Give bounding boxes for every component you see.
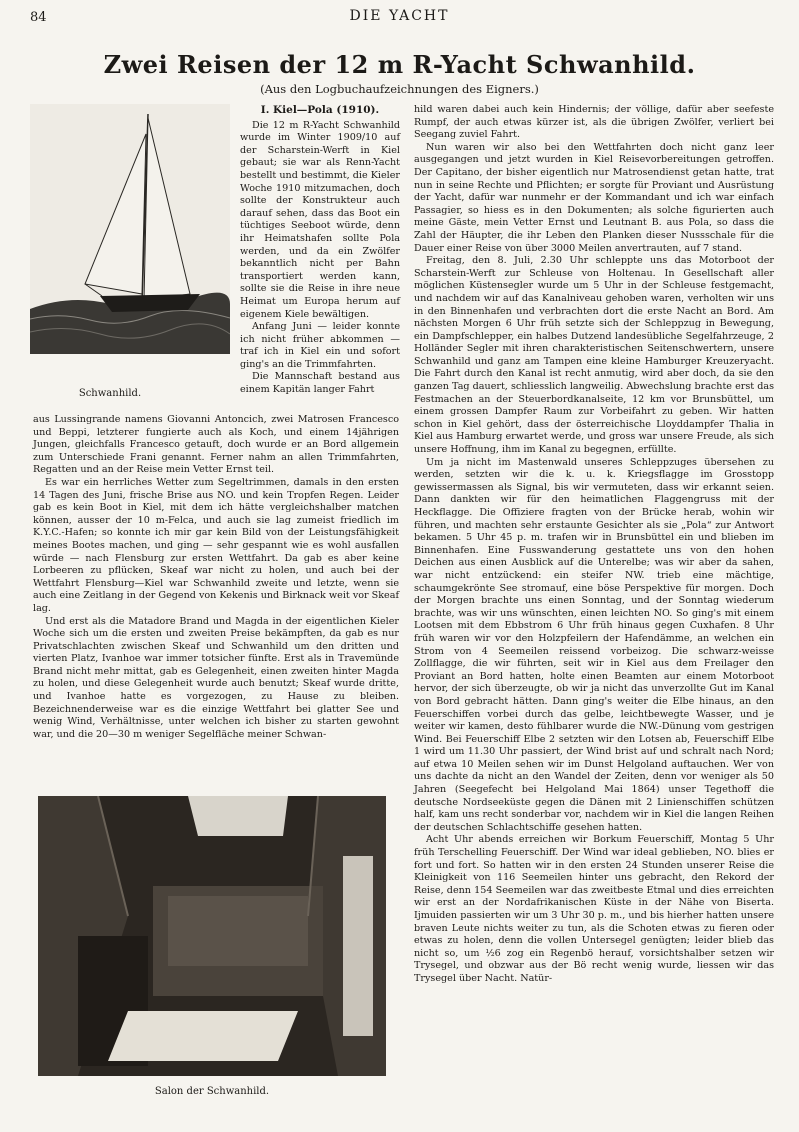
yacht-sketch (30, 104, 230, 354)
page-number: 84 (30, 10, 47, 25)
paragraph: Nun waren wir also bei den Wettfahrten doch nicht ganz leer ausgegangen und jetzt wurden in Kiel Reisevorbereitungen getroffen. Der Capitano, der bisher eigentlich nur Matrosendienst getan hatte, trat nun in seine Rechte und Pflichten; er sorgte für Proviant und Ausrüstung der Yacht, dafür war nunmehr er der Kommandant und ich war einfach Passagier, so hiess es in den Dokumenten; als solche figurierten auch meine Gäste, mein Vetter Ernst und Leutnant B. aus Pola, so dass die Zahl der Häupter, die ihr Leben den Planken dieser Nussschale für die Dauer einer Reise von über 3000 Meilen anvertrauten, auf 7 stand. (414, 141, 774, 254)
paragraph: Acht Uhr abends erreichen wir Borkum Feuerschiff, Montag 5 Uhr früh Terschelling Feuerschiff. Der Wind war ideal geblieben, NO. blies er fort und fort. So hatten wir in den ersten 24 Stunden unserer Reise die Kleinigkeit von 116 Seemeilen hinter uns gebracht, den Rekord der Reise, denn 154 Seemeilen war das zweitbeste Etmal und dies erreichten wir erst an der Nordafrikanischen Küste in der Nähe von Biserta. Ijmuiden passierten wir um 3 Uhr 30 p. m., und bis hierher hatten unsere braven Leute nichts weiter zu tun, als die Schoten etwas zu fieren oder etwas zu holen, denn die vollen Untersegel genügten; leider blieb das nicht so, um ½6 zog ein Regenbö herauf, vorsichtshalber setzen wir Trysegel, und obzwar aus der Bö recht wenig wurde, liessen wir das Trysegel über Nacht. Natür- (414, 834, 774, 984)
article-subtitle: (Aus den Logbuchaufzeichnungen des Eigners.) (260, 82, 539, 96)
yacht-sailing-illustration (30, 104, 230, 354)
sail-photo-caption: Schwanhild. (78, 388, 142, 399)
column-left-top (240, 104, 400, 397)
column-left-full (33, 414, 399, 741)
paragraph: Und erst als die Matadore Brand und Magda in der eigentlichen Kieler Woche sich um die ersten und zweiten Preise bekämpften, da gab es nur Privatschlachten zwischen Skeaf und Schwanhild um den dritten und vierten Platz, Ivanhoe war immer totsicher fünfte. Erst als in Travemünde Brand nicht mehr mittat, gab es Gelegenheit, einen zweiten hinter Magda zu holen, und diese Gelegenheit wurde auch benutzt; Skeaf wurde dritte, und Ivanhoe hatte es vorgezogen, zu Hause zu bleiben. Bezeichnenderweise war es die einzige Wettfahrt bei glatter See und wenig Wind, Verhältnisse, unter welchen ich bisher zu starten gewohnt war, und die 20—30 m weniger Segelfläche meiner Schwan- (33, 615, 399, 740)
paragraph: Freitag, den 8. Juli, 2.30 Uhr schleppte uns das Motorboot der Scharstein-Werft zur Schleuse von Holtenau. In Gesellschaft aller möglichen Küstensegler wurde um 5 Uhr in der Schleuse festgemacht, und nachdem wir auf das Kanalniveau gehoben waren, verholten wir uns in den Binnenhafen und verbrachten dort die erste Nacht an Bord. Am nächsten Morgen 6 Uhr früh setzte sich der Schleppzug in Bewegung, ein Dampfschlepper, ein halbes Dutzend landesübliche Segelfahrzeuge, 2 Holländer Segler mit ihren charakteristischen Seitenschwertern, unsere Schwanhild und ganz am Tampen eine kleine Hamburger Kreuzeryacht. Die Fahrt durch den Kanal ist recht anmutig, wird aber doch, da sie den ganzen Tag dauert, schliesslich langweilig. Abwechslung brachte erst das Festmachen an der Steuerbordkanalseite, 12 km vor Brunsbüttel, um einem grossen Dampfer Raum zur Vorbeifahrt zu geben. Wir hatten schon in Kiel gehört, dass der österreichische Lloyddampfer Thalia in Kiel aus Hamburg erwartet werde, und gross war unsere Freude, als sich unsere Hoffnung, ihm im Kanal zu begegnen, erfüllte. (414, 255, 774, 456)
article-title: Zwei Reisen der 12 m R-Yacht Schwanhild. (103, 50, 696, 79)
salon-photo-caption: Salon der Schwanhild. (154, 1086, 270, 1097)
paragraph: aus Lussingrande namens Giovanni Antoncich, zwei Matrosen Francesco und Beppi, letzterer fungierte auch als Koch, und einem 14jährigen Jungen, gleichfalls Francesco getauft, doch wurde er an Bord allgemein zum Unterschiede Frani genannt. Ferner nahm an allen Trimmfahrten, Regatten und an der Reise mein Vetter Ernst teil. (33, 414, 399, 476)
column-right (414, 104, 774, 986)
salon-interior-sketch (38, 796, 386, 1076)
paragraph: Die 12 m R-Yacht Schwanhild wurde im Winter 1909/10 auf der Scharstein-Werft in Kiel gebaut; sie war als Renn-Yacht bestellt und bestimmt, die Kieler Woche 1910 mitzumachen, doch sollte der Konstrukteur auch darauf sehen, dass das Boot ein tüchtiges Seeboot würde, denn ihr Heimatshafen sollte Pola werden, und da ein Zwölfer bekanntlich nicht per Bahn transportiert werden kann, sollte sie die Reise in ihre neue Heimat um Europa herum auf eigenem Kiele bewältigen. (240, 119, 400, 320)
paragraph: Um ja nicht im Mastenwald unseres Schleppzuges übersehen zu werden, setzten wir die k. u. k. Kriegsflagge im Grosstopp gewissermassen als Signal, bis wir vermuteten, dass wir erkannt seien. Dann dankten wir für den heimatlichen Flaggengruss mit der Heckflagge. Die Offiziere fragten von der Brücke herab, wohin wir führen, und machten sehr erstaunte Gesichter als sie „Pola“ zur Antwort bekamen. 5 Uhr 45 p. m. trafen wir in Brunsbüttel ein und blieben im Binnenhafen. Eine Fusswanderung gestattete uns von den hohen Deichen aus einen Ausblick auf die Unterelbe; was wir aber da sahen, war nicht entzückend: ein steifer NW. trieb eine mächtige, schaumgekrönte See stromauf, eine böse Perspektive für morgen. Doch der Morgen brachte uns einen Sonntag, und der Sonntag wiederum brachte, was wir uns wünschten, einen leichten NO. So ging's mit einem Lootsen mit dem Ebbstrom 6 Uhr früh hinaus gegen Cuxhafen. 8 Uhr früh waren wir vor den Holzpfeilern der Hafendämme, an welchen ein Strom von 4 Seemeilen reissend vorbeizog. Die schwarz-weisse Zollflagge, die wir führten, seit wir in Kiel aus dem Freilager den Proviant an Bord hatten, holte einen Beamten aur einem Motorboot hervor, der sich überzeugte, ob wir ja nicht das unverzollte Gut im Kanal von Bord gebracht hätten. Dann ging's weiter die Elbe hinaus, an den Feuerschiffen vorbei durch das gelbe, leichtbewegte Wasser, und je weiter wir kamen, desto fühlbarer wurde die NW.-Dünung vom gestrigen Wind. Bei Feuerschiff Elbe 2 setzten wir den Lotsen ab, Feuerschiff Elbe 1 wird um 11.30 Uhr passiert, der Wind brist auf und schralt nach Nord; auf etwa 10 Meilen sehen wir im Dunst Helgoland auftauchen. Wer von uns dachte da nicht an den Wandel der Zeiten, denn vor weniger als 50 Jahren (Seegefecht bei Helgoland Mai 1864) unser Tegethoff die deutsche Nordseeküste gegen die Dänen mit 2 Linienschiffen schützen half, kam uns recht sonderbar vor, nachdem wir in Kiel die langen Reihen der deutschen Schlachtschiffe gesehen hatten. (414, 456, 774, 833)
paragraph: Es war ein herrliches Wetter zum Segeltrimmen, damals in den ersten 14 Tagen des Juni, frische Brise aus NO. und kein Tropfen Regen. Leider gab es kein Boot in Kiel, mit dem ich hätte vergleichshalber matchen können, ausser der 10 m-Felca, und auch sie lag zumeist friedlich im K.Y.C.-Hafen; so konnte ich mir gar kein Bild von der Leistungsfähigkeit meines Bootes machen, und ging — sehr gespannt wie es wohl ausfallen würde — nach Flensburg zur ersten Wettfahrt. Da gab es aber keine Lorbeeren zu pflücken, Skeaf war nicht zu holen, und auch bei der Wettfahrt Flensburg—Kiel war Schwanhild zweite und letzte, wenn sie auch eine Zeitlang in der Gegend von Kekenis und Birknack weit vor Skeaf lag. (33, 476, 399, 614)
journal-running-head: DIE YACHT (349, 8, 450, 24)
section-heading: I. Kiel—Pola (1910). (260, 104, 380, 116)
paragraph: hild waren dabei auch kein Hindernis; der völlige, dafür aber seefeste Rumpf, der auch etwas kürzer ist, als die übrigen Zwölfer, verliert bei Seegang zuviel Fahrt. (414, 104, 774, 141)
paragraph: Anfang Juni — leider konnte ich nicht früher abkommen — traf ich in Kiel ein und sofort ging's an die Trimmfahrten. (240, 321, 400, 370)
salon-photo (38, 796, 386, 1076)
paragraph: Die Mannschaft bestand aus einem Kapitän langer Fahrt (240, 371, 400, 396)
